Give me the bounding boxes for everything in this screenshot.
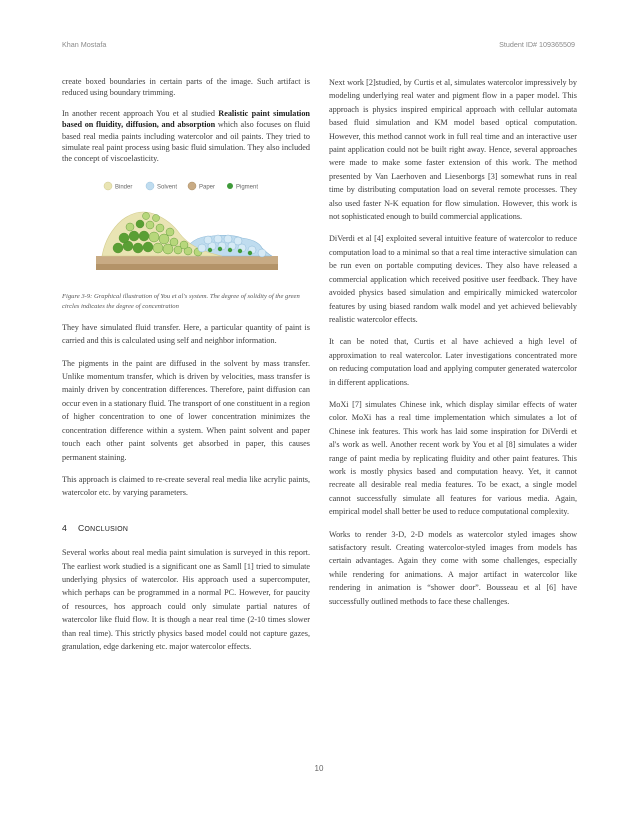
- legend-label-pigment: Pigment: [236, 184, 259, 191]
- page-number: 10: [314, 764, 324, 773]
- legend-swatch-pigment: [227, 183, 233, 189]
- legend-label-binder: Binder: [115, 184, 133, 191]
- header-student-id: Student ID# 109365509: [499, 40, 575, 49]
- left-paragraph-2: [62, 108, 310, 165]
- pigment-particle: [180, 241, 188, 249]
- left-column: [62, 76, 310, 662]
- pigment-particle: [149, 232, 159, 242]
- pigment-particle: [129, 231, 139, 241]
- right-paragraph-1: Next work [2]studied, by Curtis et al, simulates watercolor impressively by modeling underlying real water and pigment flow in a paper model. This approach is physics inspired empirical approach with cellular automata based fluid simulation and KM model based optical computation. However, this method cannot work in full real time and an interactive user paint application could not be built right away. Hence, several approaches were made to make some faster extension of this work. The method presented by Van Laerhoven and Liesenborgs [3] somewhat runs in real time by distributing computation load on several remote processes. They also used faster N-K equation for flow simulation. However, this work is not sophisticated enough to build commercial applications.: [329, 78, 577, 222]
- solvent-particle: [214, 235, 222, 243]
- right-paragraph-3: It can be noted that, Curtis et al have achieved a high level of approximation to real watercolor. Later investigations concentrated more on reducing computation load and applying computer generated watercolor in different applications.: [329, 337, 577, 387]
- left-paragraph-5: This approach is claimed to re-create several real media like acrylic paints, watercolor etc. by varying parameters.: [62, 474, 310, 498]
- figure-legend: [104, 182, 258, 191]
- legend-swatch-solvent: [146, 182, 154, 190]
- section-heading-conclusion: [62, 522, 310, 536]
- fluid-illustration-figure: [62, 174, 310, 278]
- right-column: [329, 76, 577, 617]
- solvent-particle: [204, 236, 212, 244]
- pigment-particle: [119, 233, 129, 243]
- legend-swatch-binder: [104, 182, 112, 190]
- right-paragraph-4: MoXi [7] simulates Chinese ink, which display similar effects of water color. MoXi has a real time implementation which simulates a lot of Chinese ink features. This work has laid some inspiration for DiVerdi et al's work as well. Another recent work by You et al [8] simulates a wider range of paint media by replicating fluidity and other paint features. This work is mostly physics based and computation heavy. Yet, it cannot recreate all desirable real media features. To be exact, a single model cannot successfully simulate all features for various media. Again, empirical model shall better be used to reduce computational complexity.: [329, 399, 577, 517]
- right-paragraph-2: DiVerdi et al [4] exploited several intuitive feature of watercolor to reduce computation load to a minimal so that a real time interactive simulation can be run even on portable computing devices. They also have released a commercial application which received positive user feedback. They have avoided physics based simulation and empirically mimicked watercolor features by using biased random walk model and yet achieved believably realistic watercolor effects.: [329, 234, 577, 324]
- left-paragraph-3: They have simulated fluid transfer. Here, a particular quantity of paint is carried and this is calculated using self and neighbor information.: [62, 322, 310, 346]
- pigment-in-solvent: [248, 251, 252, 255]
- fluid-illustration-svg: [62, 174, 310, 278]
- solvent-particle: [198, 244, 206, 252]
- section-number: 4: [62, 522, 68, 533]
- figure-caption: Figure 3-9: Graphical illustration of You et al's system. The degree of solidity of the green circles indicates the degree of concentration: [62, 292, 300, 310]
- pigment-particle: [113, 243, 123, 253]
- left-paragraph-1: create boxed boundaries in certain parts of the image. Such artifact is reduced using boundary trimming.: [62, 77, 310, 98]
- solvent-particle: [224, 235, 232, 243]
- pigment-in-solvent: [208, 248, 212, 252]
- legend-label-solvent: Solvent: [157, 184, 178, 191]
- pigment-particle: [159, 234, 169, 244]
- left-paragraph-4: The pigments in the paint are diffused in the solvent by mass transfer. Unlike momentum transfer, which is driven by velocities, mass transfer is mainly driven by concentration differences. Therefore, paint diffusion can occur even in a stationary fluid. The transport of one constituent in a region of higher concentration to one of lower concentration minimizes the concentration difference within a system. When paint solvent and paper touch each other paint solvents get absorbed in paper, this causes permanent staining.: [62, 358, 310, 462]
- pigment-particle: [143, 242, 153, 252]
- pigment-particle: [146, 221, 154, 229]
- left-paragraph-6: Several works about real media paint simulation is surveyed in this report. The earliest work studied is a significant one as Samll [1] tried to simulate underlying physics of watercolor. His approach used a supercomputer, which perhaps can be programmed in a normal PC. However, for paucity of resources, hos approach could only simulate partial natures of watercolor like fluid flow. It is though a near real time (2-10 times slower than real time). This strictly physics based model could not capture gazes, granulation, edge darkening etc. major watercolor effects.: [62, 548, 310, 651]
- pigment-particle: [136, 220, 144, 228]
- legend-label-paper: Paper: [199, 184, 216, 191]
- pigment-particle: [139, 231, 149, 241]
- pigment-in-solvent: [228, 248, 232, 252]
- pigment-particle: [156, 224, 164, 232]
- solvent-particle: [258, 249, 266, 257]
- pigment-particle: [170, 238, 178, 246]
- legend-swatch-paper: [188, 182, 196, 190]
- pigment-particle: [133, 243, 143, 253]
- p2-rest: which also focuses on fluid based real media paints including watercolor and oil paints. They tried to simulate real paint process using basic fluid simulation. They also included the concept of viscoelasticity.: [62, 120, 310, 164]
- p2-bold-title: Realistic paint simulation based on fluidity, diffusion, and absorption: [62, 108, 310, 130]
- pigment-particle: [143, 212, 150, 219]
- pigment-particle: [153, 243, 163, 253]
- pigment-in-solvent: [218, 247, 222, 251]
- header-author: Khan Mostafa: [62, 40, 107, 49]
- p2-intro: In another recent approach You et al studied: [62, 108, 219, 118]
- pigment-particle: [166, 228, 174, 236]
- section-title-initial: C: [78, 522, 85, 533]
- right-paragraph-5: Works to render 3-D, 2-D models as watercolor styled images show satisfactory result. Creating watercolor-styled images from models has certain advantages. Again they come with some challenges, especially while rendering for animations. A major artifact in watercolor like rendering in animation is “shower door”. Bousseau et al [6] have successfully outlined methods to face these challenges.: [329, 529, 577, 606]
- pigment-particle: [126, 223, 134, 231]
- pigment-particle: [153, 214, 160, 221]
- pigment-particle: [163, 244, 173, 254]
- solvent-particle: [234, 237, 242, 245]
- section-title-rest: ONCLUSION: [84, 525, 129, 533]
- pigment-in-solvent: [238, 249, 242, 253]
- paper-layer-shade: [96, 264, 278, 270]
- page-header: [62, 40, 575, 52]
